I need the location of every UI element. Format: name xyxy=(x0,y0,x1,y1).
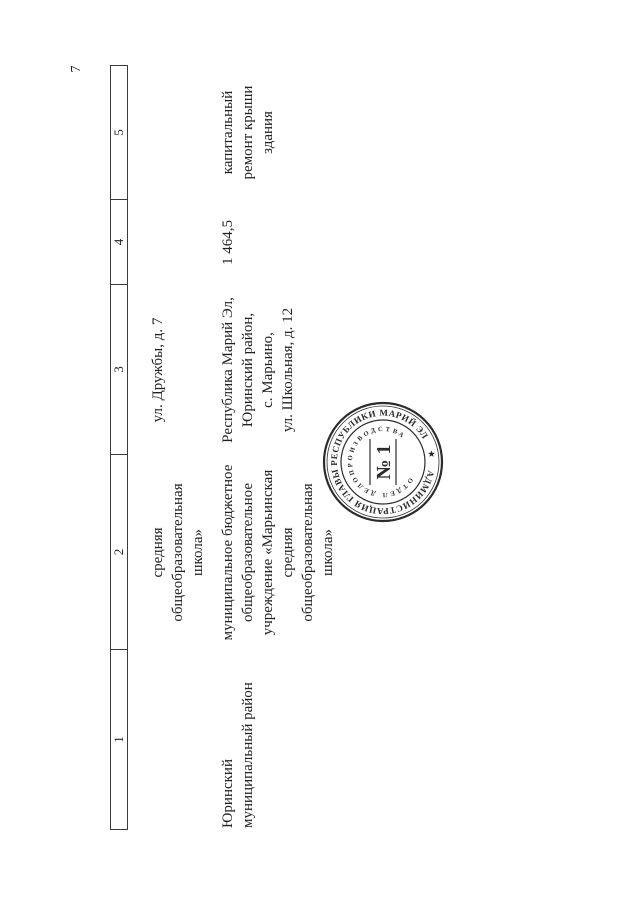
cell-address: Республика Марий Эл, Юринский район, с. Марьино, ул. Школьная, д. 12 xyxy=(220,297,296,443)
header-cell-3: 3 xyxy=(111,285,127,455)
page-number: 7 xyxy=(69,65,84,73)
cell-address: ул. Дружбы, д. 7 xyxy=(150,317,166,423)
cell-work-type: капитальный ремонт крыши здания xyxy=(220,85,276,180)
stamp-outer-text-path: АДМИНИСТРАЦИЯ ГЛАВЫ РЕСПУБЛИКИ МАРИЙ ЭЛ xyxy=(328,407,437,517)
header-cell-5: 5 xyxy=(111,65,127,200)
cell-institution: муниципальное бюджетное общеобразовательное учреждение «Марьинская средняя общеобразовательная школа» xyxy=(220,464,336,641)
cell-institution: средняя общеобразовательная школа» xyxy=(150,483,206,622)
stamp-star-icon xyxy=(428,450,435,457)
stamp xyxy=(318,397,448,527)
header-cell-2: 2 xyxy=(111,455,127,650)
stamp-center-number: № 1 xyxy=(373,444,395,480)
stamp-center xyxy=(370,439,396,485)
header-cell-4: 4 xyxy=(111,200,127,285)
document-table xyxy=(69,65,350,830)
table-header-row xyxy=(110,65,128,830)
header-cell-1: 1 xyxy=(111,650,127,830)
cell-district: Юринский муниципальный район xyxy=(220,682,256,828)
stamp-inner-text-path: ОТДЕЛ ДЕЛОПРОИЗВОДСТВА xyxy=(346,425,415,499)
cell-amount: 1 464,5 xyxy=(220,220,236,265)
